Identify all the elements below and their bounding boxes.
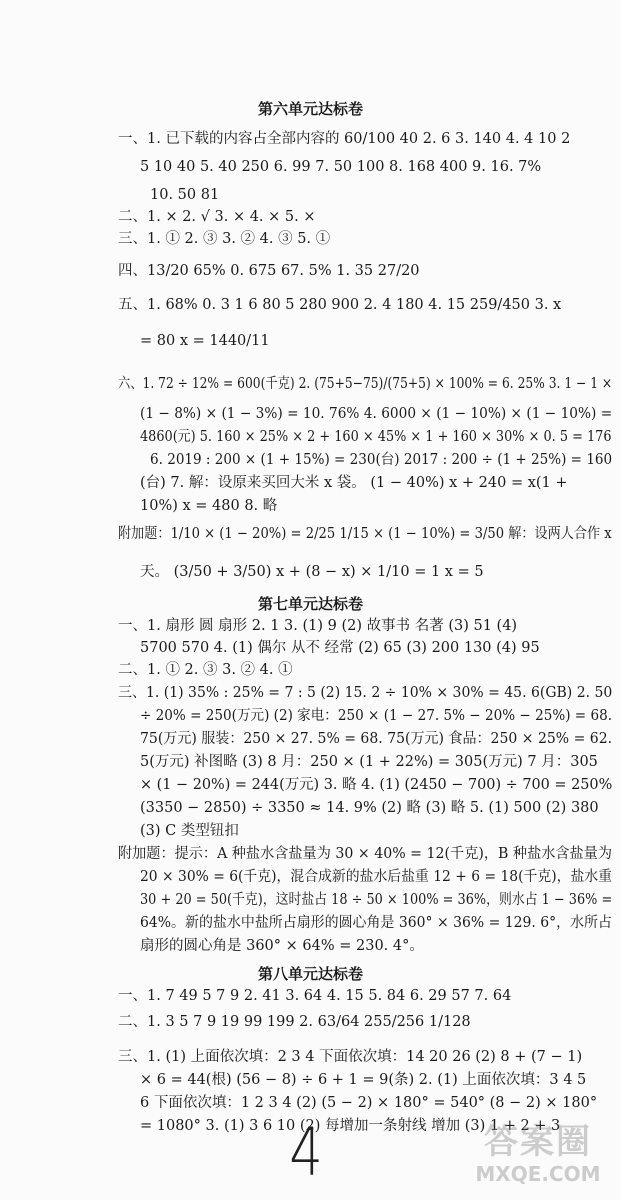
s6-line-14: 10%) x = 480 8. 略 [140, 498, 278, 514]
s6-line-1: 一、1. 已下载的内容占全部内容的 60/100 40 2. 6 3. 140 4. 4 10 2 [118, 131, 571, 147]
s6-line-11: 4860(元) 5. 160 × 25% × 2 + 160 × 45% × 1 + 160 × 30% × 0. 5 = 176 [140, 429, 612, 445]
s8-line-6: = 1080° 3. (1) 3 6 10 (2) 每增加一条射线 增加 (3) 1 + 2 + 3 [140, 1118, 561, 1134]
s6-line-13: (台) 7. 解：设原来买回大米 x 袋。 (1 − 40%) x + 240 = x(1 + [140, 475, 568, 491]
s7-line-13: 30 + 20 = 50(千克)，这时盐占 18 ÷ 50 × 100% = 36%，则水占 1 − 36% = [140, 892, 613, 908]
s7-line-14: 64%。新的盐水中盐所占扇形的圆心角是 360° × 36% = 129. 6°，水所占 [140, 915, 612, 931]
s7-line-10: (3) C 类型钮扣 [140, 823, 239, 839]
s8-line-3: 三、1. (1) 上面依次填：2 3 4 下面依次填：14 20 26 (2) 8 + (7 − 1) [118, 1049, 583, 1065]
site-watermark-logo [463, 1122, 613, 1192]
s8-line-1: 一、1. 7 49 5 7 9 2. 41 3. 64 4. 15 5. 84 6. 29 57 7. 64 [118, 988, 512, 1004]
s8-line-2: 二、1. 3 5 7 9 19 99 199 2. 63/64 255/256 1/128 [118, 1014, 471, 1030]
s7-line-7: 5(万元) 补图略 (3) 8 月：250 × (1 + 22%) = 305(万元) 7 月：305 [140, 754, 598, 770]
s6-line-12: 6. 2019 : 200 × (1 + 15%) = 230(台) 2017 : 200 ÷ (1 + 25%) = 160 [150, 452, 613, 468]
s7-line-11: 附加题：提示：A 种盐水含盐量为 30 × 40% = 12(千克)，B 种盐水含盐量为 [118, 846, 612, 862]
s6-line-15: 附加题：1/10 × (1 − 20%) = 2/25 1/15 × (1 − 10%) = 3/50 解：设两人合作 x [118, 526, 612, 542]
s8-line-5: 6 下面依次填：1 2 3 4 (2) (5 − 2) × 180° = 540° (8 − 2) × 180° [140, 1095, 598, 1111]
s6-line-16: 天。 (3/50 + 3/50) x + (8 − x) × 1/10 = 1 x = 5 [140, 564, 484, 580]
s6-line-2: 5 10 40 5. 40 250 6. 99 7. 50 100 8. 168 400 9. 16. 7% [140, 159, 542, 175]
s8-line-4: × 6 = 44(根) (56 − 8) ÷ 6 + 1 = 9(条) 2. (1) 上面依次填：3 4 5 [140, 1072, 587, 1088]
s6-line-6: 四、13/20 65% 0. 675 67. 5% 1. 35 27/20 [118, 263, 420, 279]
s6-line-4: 二、1. × 2. √ 3. × 4. × 5. × [118, 209, 316, 225]
s7-line-2: 5700 570 4. (1) 偶尔 从不 经常 (2) 65 (3) 200 130 (4) 95 [140, 640, 540, 656]
section-8-title: 第八单元达标卷 [257, 965, 363, 983]
s7-line-6: 75(万元) 服装：250 × 27. 5% = 68. 75(万元) 食品：250 × 25% = 62. [140, 731, 613, 747]
s6-line-7: 五、1. 68% 0. 3 1 6 80 5 280 900 2. 4 180 4. 15 259/450 3. x [118, 297, 562, 313]
s7-line-3: 二、1. ① 2. ③ 3. ② 4. ① [118, 662, 293, 678]
s7-line-1: 一、1. 扇形 圆 扇形 2. 1 3. (1) 9 (2) 故事书 名著 (3) 51 (4) [118, 618, 518, 634]
s6-line-9: 六、1. 72 ÷ 12% = 600(千克) 2. (75+5−75)/(75+5) × 100% = 6. 25% 3. 1 − 1 × [118, 376, 613, 392]
s6-line-8: = 80 x = 1440/11 [140, 333, 270, 349]
section-7-title: 第七单元达标卷 [257, 595, 363, 613]
watermark-bottom-text: MXQE.COM [475, 1162, 601, 1186]
s7-line-4: 三、1. (1) 35% : 25% = 7 : 5 (2) 15. 2 ÷ 10% × 30% = 45. 6(GB) 2. 50 [118, 685, 613, 701]
s7-line-8: × (1 − 20%) = 244(万元) 3. 略 4. (1) (2450 − 700) ÷ 700 = 250% [140, 777, 613, 793]
s7-line-15: 扇形的圆心角是 360° × 64% = 230. 4°。 [140, 938, 424, 954]
s7-line-12: 20 × 30% = 6(千克)，混合成新的盐水后盐重 12 + 6 = 18(千克)，盐水重 [140, 869, 613, 885]
s7-line-5: ÷ 20% = 250(万元) (2) 家电：250 × (1 − 27. 5% − 20% − 25%) = 68. [140, 708, 613, 724]
s7-line-9: (3350 − 2850) ÷ 3350 ≈ 14. 9% (2) 略 (3) 略 5. (1) 500 (2) 380 [140, 800, 599, 816]
section-6-title: 第六单元达标卷 [257, 100, 363, 118]
s6-line-5: 三、1. ① 2. ③ 3. ② 4. ③ 5. ① [118, 231, 331, 247]
s6-line-10: (1 − 8%) × (1 − 3%) = 10. 76% 4. 6000 × (1 − 10%) × (1 − 10%) = [140, 406, 613, 422]
s6-line-3: 10. 50 81 [150, 187, 220, 203]
handwritten-page-number: 4 [289, 1114, 323, 1191]
watermark-top-text: 答案圈 [484, 1122, 592, 1162]
